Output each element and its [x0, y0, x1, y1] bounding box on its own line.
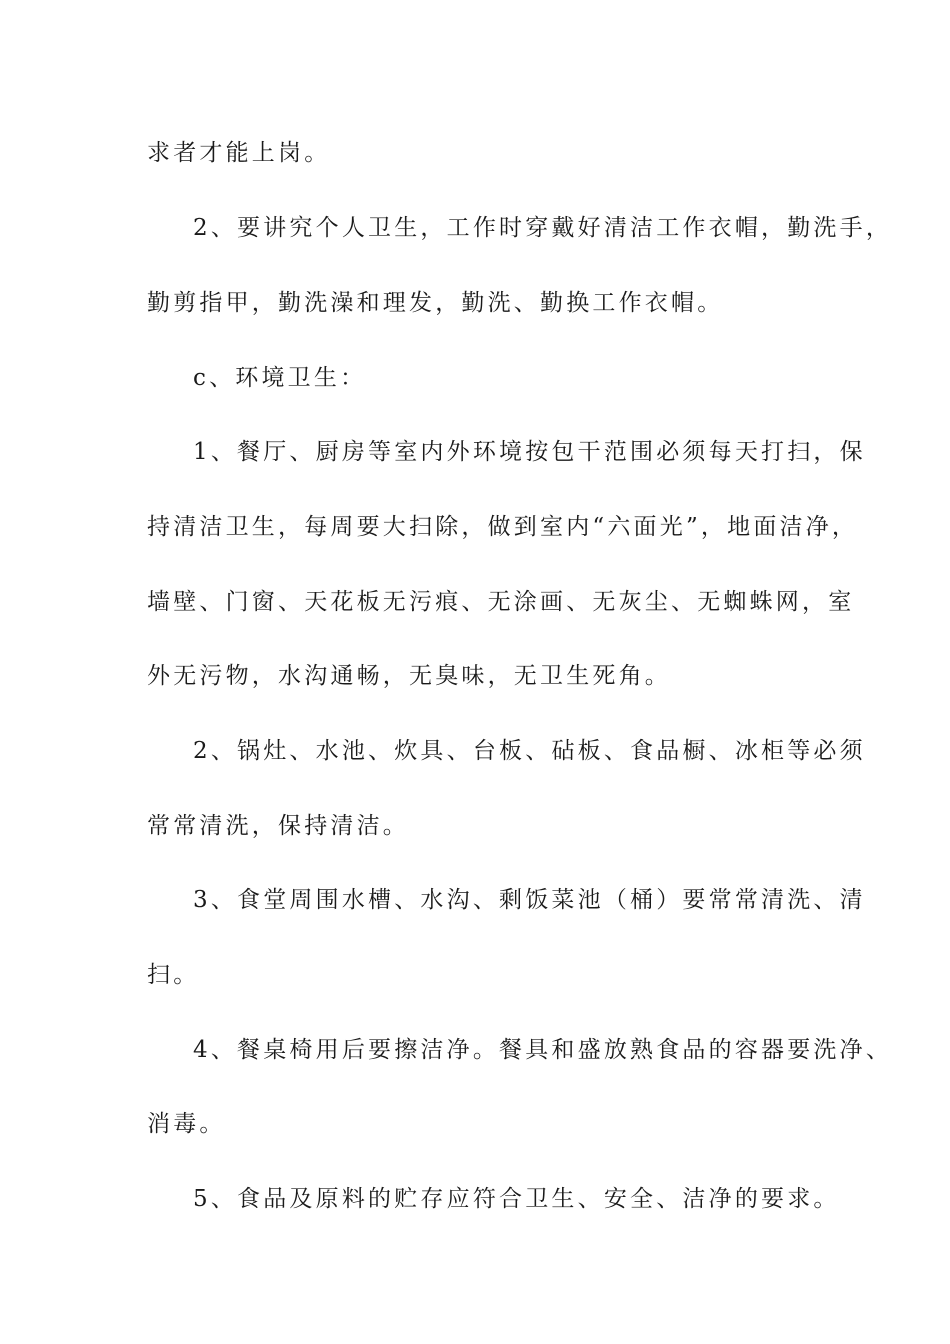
paragraph-c1-line-1: 1、餐厅、厨房等室内外环境按包干范围必须每天打扫，保 — [193, 439, 866, 465]
paragraph-c3-line-1: 3、食堂周围水槽、水沟、剩饭菜池（桶）要常常清洗、清 — [193, 887, 866, 913]
paragraph-c4-line-2: 消毒。 — [147, 1111, 226, 1137]
paragraph-c4-line-1: 4、餐桌椅用后要擦洁净。餐具和盛放熟食品的容器要洗净、 — [193, 1037, 893, 1063]
paragraph-c2-line-1: 2、锅灶、水池、炊具、台板、砧板、食品橱、冰柜等必须 — [193, 738, 866, 764]
paragraph-c5-line-1: 5、食品及原料的贮存应符合卫生、安全、洁净的要求。 — [193, 1186, 840, 1212]
paragraph-c2-line-2: 常常清洗，保持清洁。 — [147, 813, 409, 839]
paragraph-b2-line-2: 勤剪指甲，勤洗澡和理发，勤洗、勤换工作衣帽。 — [147, 290, 724, 316]
section-heading-c: c、环境卫生： — [193, 365, 367, 391]
paragraph-b2-line-1: 2、要讲究个人卫生，工作时穿戴好清洁工作衣帽，勤洗手， — [193, 215, 893, 241]
paragraph-c3-line-2: 扫。 — [147, 962, 200, 988]
paragraph-c1-line-3: 墙壁、门窗、天花板无污痕、无涂画、无灰尘、无蜘蛛网，室 — [147, 589, 855, 615]
paragraph-c1-line-4: 外无污物，水沟通畅，无臭味，无卫生死角。 — [147, 663, 671, 689]
paragraph-c1-line-2: 持清洁卫生，每周要大扫除，做到室内“六面光”，地面洁净， — [147, 514, 859, 540]
text-line-continuation: 求者才能上岗。 — [147, 140, 331, 166]
